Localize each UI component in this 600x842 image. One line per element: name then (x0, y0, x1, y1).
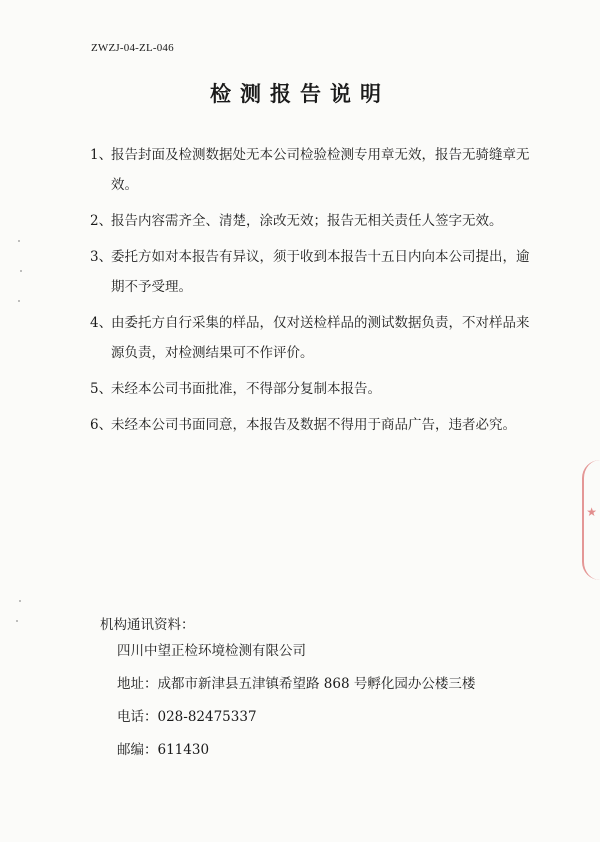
company-name: 四川中望正检环境检测有限公司 (117, 643, 306, 659)
postcode-label: 邮编： (117, 742, 158, 758)
binding-dot (16, 620, 18, 622)
binding-dot (20, 270, 22, 272)
document-title: 检测报告说明 (210, 81, 390, 106)
contact-heading: 机构通讯资料： (100, 617, 195, 633)
phone-value: 028-82475337 (157, 709, 257, 725)
seal-star-icon: ★ (586, 505, 597, 519)
note-item-3 (90, 242, 530, 302)
note-number: 5、 (90, 381, 113, 397)
address-label: 地址： (117, 676, 158, 692)
note-item-5 (90, 374, 530, 404)
note-item-4 (90, 308, 530, 368)
postcode-value: 611430 (157, 742, 210, 758)
postcode-line (117, 741, 475, 760)
note-number: 1、 (90, 147, 113, 163)
note-number: 2、 (90, 213, 113, 229)
note-item-1 (90, 140, 530, 200)
phone-label: 电话： (117, 709, 158, 725)
note-number: 6、 (90, 417, 113, 433)
binding-dot (18, 240, 20, 242)
contact-block (100, 613, 475, 774)
seal-edge-mark (582, 460, 600, 580)
document-code: ZWZJ-04-ZL-046 (91, 42, 174, 54)
contact-body (100, 642, 475, 760)
note-number: 3、 (90, 249, 113, 265)
note-text: 报告内容需齐全、清楚，涂改无效；报告无相关责任人签字无效。 (111, 213, 503, 229)
address-line (117, 675, 475, 694)
note-item-6 (90, 410, 530, 440)
notes-list (90, 140, 530, 446)
phone-line (117, 708, 475, 727)
note-text: 报告封面及检测数据处无本公司检验检测专用章无效，报告无骑缝章无效。 (111, 147, 530, 193)
note-text: 由委托方自行采集的样品，仅对送检样品的测试数据负责，不对样品来源负责，对检测结果可不作评价。 (111, 315, 530, 361)
binding-dot (19, 600, 21, 602)
note-text: 未经本公司书面同意，本报告及数据不得用于商品广告，违者必究。 (111, 417, 516, 433)
binding-dot (18, 300, 20, 302)
address-value: 成都市新津县五津镇希望路 868 号孵化园办公楼三楼 (157, 676, 476, 692)
note-number: 4、 (90, 315, 113, 331)
note-text: 委托方如对本报告有异议，须于收到本报告十五日内向本公司提出，逾期不予受理。 (111, 249, 530, 295)
note-text: 未经本公司书面批准，不得部分复制本报告。 (111, 381, 381, 397)
note-item-2 (90, 206, 530, 236)
